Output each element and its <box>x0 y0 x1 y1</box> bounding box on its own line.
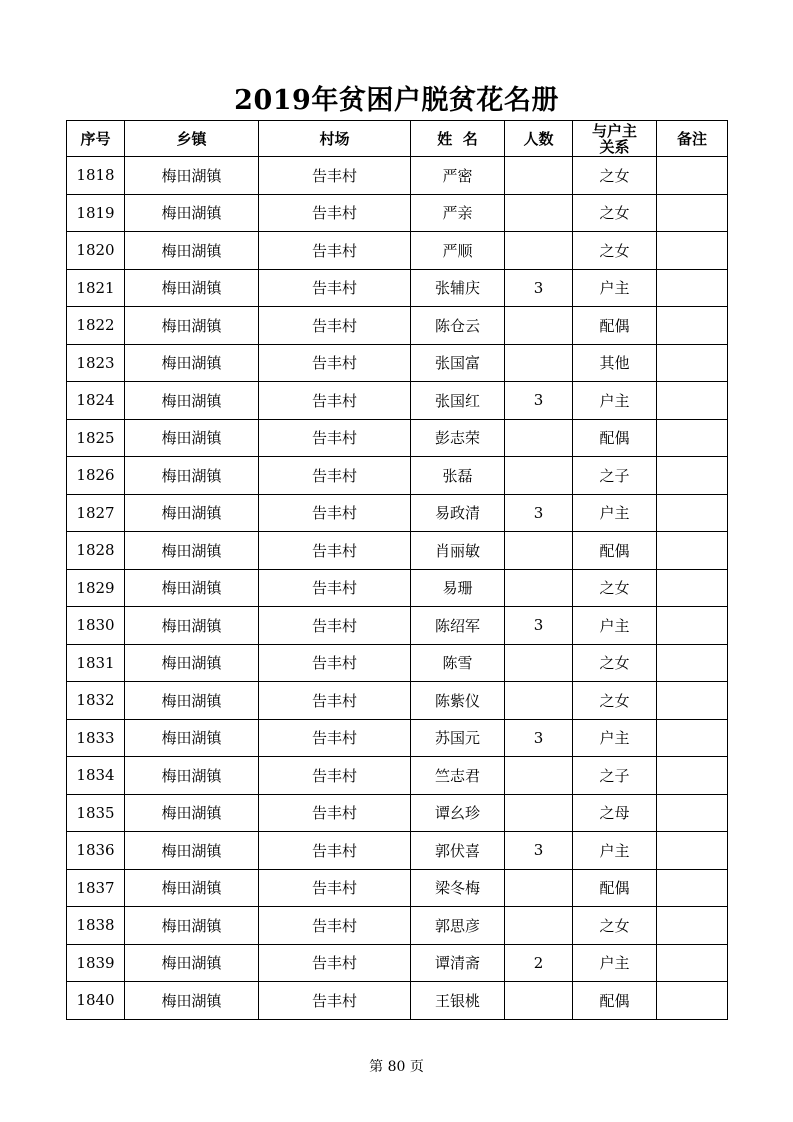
cell-name: 张国富 <box>411 344 505 382</box>
cell-household-size <box>505 457 573 495</box>
cell-village: 告丰村 <box>259 194 411 232</box>
cell-index: 1829 <box>67 569 125 607</box>
cell-remarks <box>657 607 728 645</box>
table-row <box>67 307 728 345</box>
cell-index: 1818 <box>67 157 125 195</box>
cell-household-size <box>505 419 573 457</box>
cell-household-size <box>505 157 573 195</box>
cell-relation: 之女 <box>573 569 657 607</box>
table-row <box>67 982 728 1020</box>
header-relation: 与户主关系 <box>573 121 657 157</box>
cell-village: 告丰村 <box>259 719 411 757</box>
table-row <box>67 269 728 307</box>
cell-remarks <box>657 232 728 270</box>
cell-household-size <box>505 794 573 832</box>
cell-village: 告丰村 <box>259 157 411 195</box>
cell-index: 1821 <box>67 269 125 307</box>
cell-relation: 之女 <box>573 907 657 945</box>
cell-index: 1822 <box>67 307 125 345</box>
cell-relation: 户主 <box>573 607 657 645</box>
cell-index: 1828 <box>67 532 125 570</box>
cell-name: 陈紫仪 <box>411 682 505 720</box>
cell-remarks <box>657 569 728 607</box>
table-row <box>67 419 728 457</box>
cell-village: 告丰村 <box>259 757 411 795</box>
table-row <box>67 157 728 195</box>
cell-relation: 之子 <box>573 457 657 495</box>
cell-household-size: 3 <box>505 494 573 532</box>
cell-household-size <box>505 232 573 270</box>
cell-village: 告丰村 <box>259 682 411 720</box>
table-row <box>67 719 728 757</box>
cell-household-size <box>505 682 573 720</box>
cell-relation: 之女 <box>573 232 657 270</box>
cell-index: 1831 <box>67 644 125 682</box>
cell-relation: 户主 <box>573 269 657 307</box>
cell-household-size <box>505 344 573 382</box>
table-row <box>67 457 728 495</box>
header-index: 序号 <box>67 121 125 157</box>
cell-remarks <box>657 944 728 982</box>
cell-township: 梅田湖镇 <box>125 194 259 232</box>
cell-remarks <box>657 194 728 232</box>
table-row <box>67 944 728 982</box>
cell-name: 张国红 <box>411 382 505 420</box>
cell-household-size: 3 <box>505 382 573 420</box>
cell-township: 梅田湖镇 <box>125 682 259 720</box>
table-row <box>67 644 728 682</box>
cell-index: 1832 <box>67 682 125 720</box>
cell-township: 梅田湖镇 <box>125 382 259 420</box>
cell-name: 严顺 <box>411 232 505 270</box>
cell-name: 易政清 <box>411 494 505 532</box>
cell-name: 王银桃 <box>411 982 505 1020</box>
cell-name: 陈绍军 <box>411 607 505 645</box>
cell-remarks <box>657 532 728 570</box>
cell-index: 1839 <box>67 944 125 982</box>
cell-township: 梅田湖镇 <box>125 269 259 307</box>
cell-index: 1838 <box>67 907 125 945</box>
cell-name: 肖丽敏 <box>411 532 505 570</box>
cell-name: 张磊 <box>411 457 505 495</box>
cell-township: 梅田湖镇 <box>125 532 259 570</box>
cell-name: 竺志君 <box>411 757 505 795</box>
cell-remarks <box>657 682 728 720</box>
header-remarks: 备注 <box>657 121 728 157</box>
cell-name: 谭幺珍 <box>411 794 505 832</box>
cell-remarks <box>657 269 728 307</box>
cell-remarks <box>657 794 728 832</box>
cell-township: 梅田湖镇 <box>125 607 259 645</box>
cell-relation: 户主 <box>573 382 657 420</box>
cell-household-size: 3 <box>505 832 573 870</box>
cell-relation: 配偶 <box>573 307 657 345</box>
cell-index: 1824 <box>67 382 125 420</box>
cell-household-size: 2 <box>505 944 573 982</box>
cell-household-size <box>505 907 573 945</box>
cell-village: 告丰村 <box>259 869 411 907</box>
cell-remarks <box>657 644 728 682</box>
cell-name: 梁冬梅 <box>411 869 505 907</box>
table-row <box>67 682 728 720</box>
header-village: 村场 <box>259 121 411 157</box>
cell-remarks <box>657 869 728 907</box>
cell-name: 严亲 <box>411 194 505 232</box>
cell-remarks <box>657 494 728 532</box>
cell-village: 告丰村 <box>259 832 411 870</box>
cell-name: 郭伏喜 <box>411 832 505 870</box>
cell-township: 梅田湖镇 <box>125 757 259 795</box>
cell-village: 告丰村 <box>259 344 411 382</box>
cell-relation: 户主 <box>573 832 657 870</box>
cell-township: 梅田湖镇 <box>125 982 259 1020</box>
cell-township: 梅田湖镇 <box>125 944 259 982</box>
cell-name: 谭清斋 <box>411 944 505 982</box>
cell-household-size <box>505 644 573 682</box>
cell-village: 告丰村 <box>259 607 411 645</box>
cell-township: 梅田湖镇 <box>125 457 259 495</box>
cell-relation: 其他 <box>573 344 657 382</box>
table-row <box>67 832 728 870</box>
cell-village: 告丰村 <box>259 532 411 570</box>
cell-relation: 配偶 <box>573 982 657 1020</box>
cell-township: 梅田湖镇 <box>125 644 259 682</box>
cell-village: 告丰村 <box>259 232 411 270</box>
roster-body <box>67 157 728 1020</box>
cell-name: 严密 <box>411 157 505 195</box>
cell-township: 梅田湖镇 <box>125 907 259 945</box>
cell-name: 郭思彦 <box>411 907 505 945</box>
cell-village: 告丰村 <box>259 494 411 532</box>
table-row <box>67 382 728 420</box>
cell-relation: 配偶 <box>573 419 657 457</box>
cell-household-size <box>505 869 573 907</box>
cell-name: 陈雪 <box>411 644 505 682</box>
cell-township: 梅田湖镇 <box>125 419 259 457</box>
cell-index: 1833 <box>67 719 125 757</box>
cell-relation: 户主 <box>573 944 657 982</box>
cell-index: 1823 <box>67 344 125 382</box>
cell-township: 梅田湖镇 <box>125 719 259 757</box>
table-row <box>67 607 728 645</box>
cell-township: 梅田湖镇 <box>125 832 259 870</box>
cell-township: 梅田湖镇 <box>125 569 259 607</box>
cell-remarks <box>657 307 728 345</box>
cell-index: 1835 <box>67 794 125 832</box>
cell-relation: 户主 <box>573 719 657 757</box>
cell-relation: 配偶 <box>573 532 657 570</box>
cell-village: 告丰村 <box>259 419 411 457</box>
cell-index: 1830 <box>67 607 125 645</box>
cell-household-size <box>505 194 573 232</box>
cell-township: 梅田湖镇 <box>125 344 259 382</box>
cell-remarks <box>657 344 728 382</box>
cell-household-size <box>505 982 573 1020</box>
cell-name: 张辅庆 <box>411 269 505 307</box>
cell-name: 陈仓云 <box>411 307 505 345</box>
cell-relation: 配偶 <box>573 869 657 907</box>
cell-relation: 之母 <box>573 794 657 832</box>
document-title: 2019年贫困户脱贫花名册 <box>234 85 559 116</box>
cell-household-size <box>505 307 573 345</box>
cell-index: 1840 <box>67 982 125 1020</box>
cell-village: 告丰村 <box>259 569 411 607</box>
table-row <box>67 232 728 270</box>
cell-index: 1826 <box>67 457 125 495</box>
cell-household-size <box>505 569 573 607</box>
header-township: 乡镇 <box>125 121 259 157</box>
cell-village: 告丰村 <box>259 907 411 945</box>
cell-remarks <box>657 419 728 457</box>
cell-relation: 之子 <box>573 757 657 795</box>
table-row <box>67 869 728 907</box>
cell-relation: 之女 <box>573 644 657 682</box>
cell-household-size: 3 <box>505 269 573 307</box>
cell-index: 1825 <box>67 419 125 457</box>
cell-remarks <box>657 757 728 795</box>
header-household-size: 人数 <box>505 121 573 157</box>
cell-township: 梅田湖镇 <box>125 869 259 907</box>
page-number: 第 80 页 <box>369 1059 424 1075</box>
cell-index: 1820 <box>67 232 125 270</box>
cell-village: 告丰村 <box>259 644 411 682</box>
cell-village: 告丰村 <box>259 457 411 495</box>
cell-name: 苏国元 <box>411 719 505 757</box>
cell-village: 告丰村 <box>259 382 411 420</box>
cell-township: 梅田湖镇 <box>125 157 259 195</box>
cell-relation: 之女 <box>573 194 657 232</box>
cell-township: 梅田湖镇 <box>125 794 259 832</box>
cell-remarks <box>657 907 728 945</box>
header-row <box>67 121 728 157</box>
cell-village: 告丰村 <box>259 269 411 307</box>
cell-index: 1836 <box>67 832 125 870</box>
cell-index: 1834 <box>67 757 125 795</box>
table-row <box>67 494 728 532</box>
cell-remarks <box>657 719 728 757</box>
table-row <box>67 532 728 570</box>
header-name: 姓 名 <box>411 121 505 157</box>
cell-household-size: 3 <box>505 607 573 645</box>
table-row <box>67 794 728 832</box>
table-row <box>67 569 728 607</box>
cell-index: 1819 <box>67 194 125 232</box>
cell-household-size: 3 <box>505 719 573 757</box>
cell-household-size <box>505 532 573 570</box>
cell-relation: 户主 <box>573 494 657 532</box>
cell-township: 梅田湖镇 <box>125 232 259 270</box>
cell-village: 告丰村 <box>259 794 411 832</box>
cell-relation: 之女 <box>573 682 657 720</box>
cell-remarks <box>657 457 728 495</box>
cell-household-size <box>505 757 573 795</box>
cell-township: 梅田湖镇 <box>125 494 259 532</box>
cell-township: 梅田湖镇 <box>125 307 259 345</box>
table-row <box>67 344 728 382</box>
cell-relation: 之女 <box>573 157 657 195</box>
cell-name: 易珊 <box>411 569 505 607</box>
table-row <box>67 757 728 795</box>
cell-remarks <box>657 157 728 195</box>
cell-remarks <box>657 982 728 1020</box>
cell-remarks <box>657 832 728 870</box>
table-row <box>67 194 728 232</box>
cell-index: 1837 <box>67 869 125 907</box>
cell-remarks <box>657 382 728 420</box>
cell-village: 告丰村 <box>259 307 411 345</box>
poverty-roster-table <box>66 120 728 1020</box>
cell-village: 告丰村 <box>259 982 411 1020</box>
cell-name: 彭志荣 <box>411 419 505 457</box>
cell-village: 告丰村 <box>259 944 411 982</box>
cell-index: 1827 <box>67 494 125 532</box>
table-row <box>67 907 728 945</box>
